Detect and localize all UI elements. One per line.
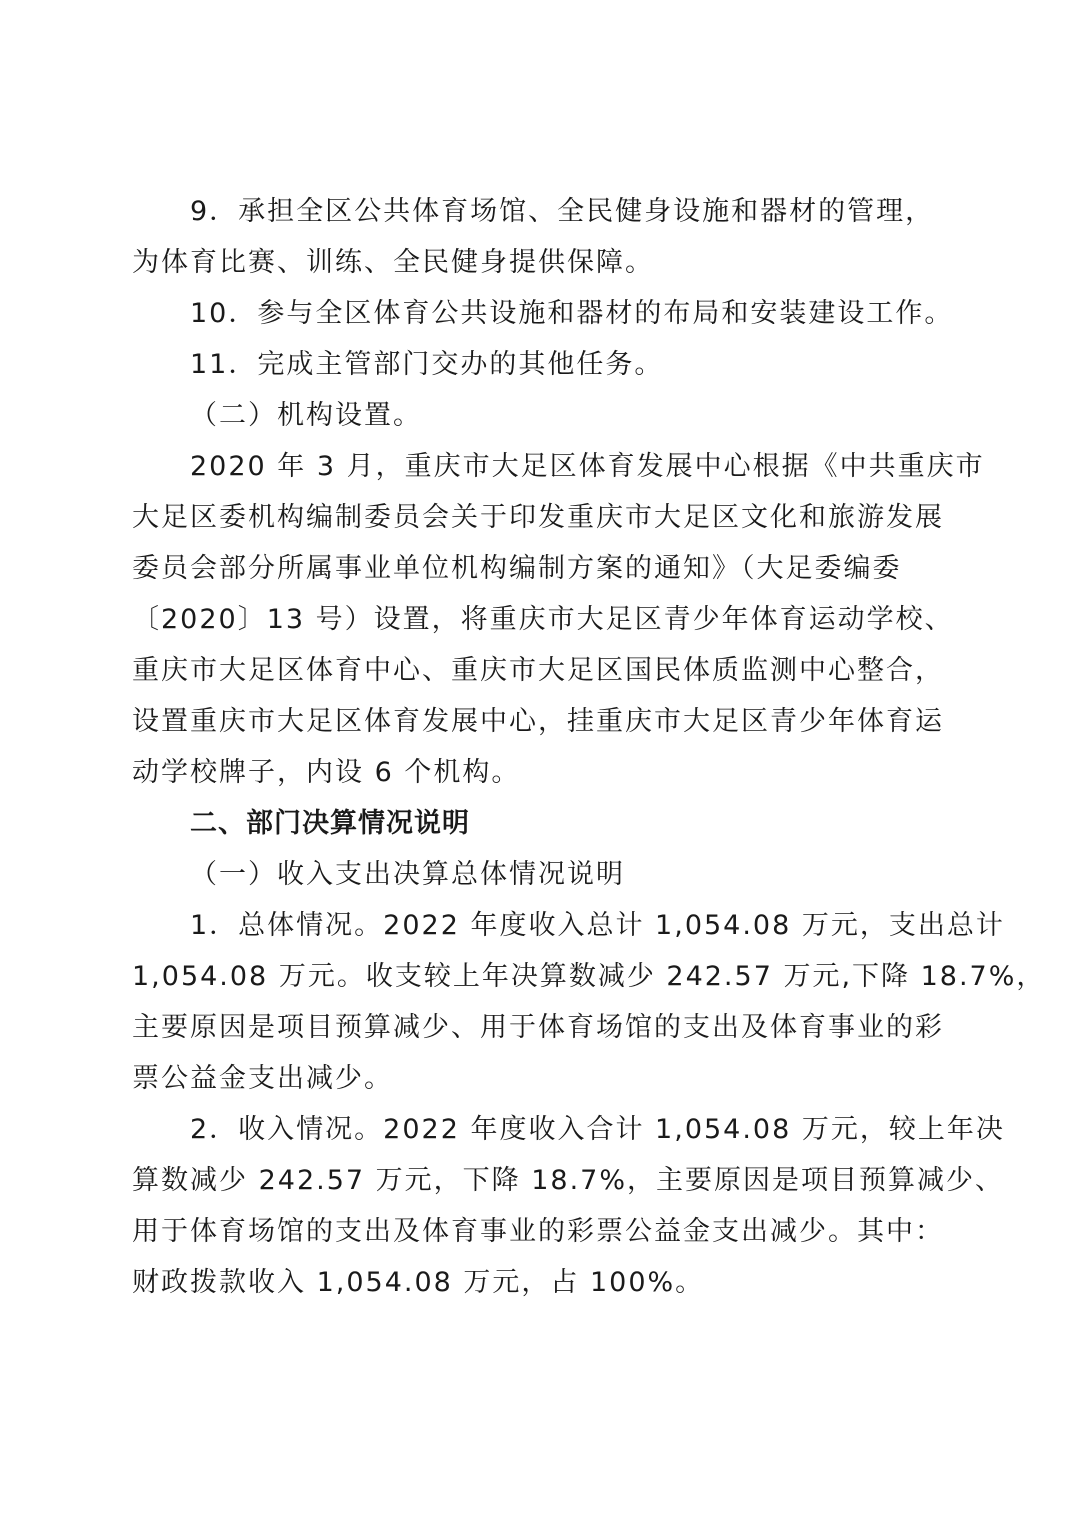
- paragraph-overall-line-3: 主要原因是项目预算减少、用于体育场馆的支出及体育事业的彩: [132, 1012, 944, 1043]
- paragraph-overall-line-4: 票公益金支出减少。: [132, 1063, 393, 1094]
- paragraph-item-10: 10．参与全区体育公共设施和器材的布局和安装建设工作。: [190, 298, 954, 329]
- paragraph-overall-line-2: 1,054.08 万元。收支较上年决算数减少 242.57 万元,下降 18.7%，: [132, 961, 1046, 992]
- paragraph-setup-line-3: 委员会部分所属事业单位机构编制方案的通知》（大足委编委: [132, 553, 902, 584]
- paragraph-setup-line-6: 设置重庆市大足区体育发展中心，挂重庆市大足区青少年体育运: [132, 706, 944, 737]
- paragraph-setup-line-7: 动学校牌子，内设 6 个机构。: [132, 757, 521, 788]
- paragraph-setup-line-2: 大足区委机构编制委员会关于印发重庆市大足区文化和旅游发展: [132, 502, 944, 533]
- paragraph-income-line-4: 财政拨款收入 1,054.08 万元，占 100%。: [132, 1267, 705, 1298]
- paragraph-setup-line-1: 2020 年 3 月，重庆市大足区体育发展中心根据《中共重庆市: [190, 451, 985, 482]
- paragraph-income-line-2: 算数减少 242.57 万元，下降 18.7%，主要原因是项目预算减少、: [132, 1165, 1004, 1196]
- paragraph-item-11: 11．完成主管部门交办的其他任务。: [190, 349, 664, 380]
- paragraph-setup-line-5: 重庆市大足区体育中心、重庆市大足区国民体质监测中心整合，: [132, 655, 944, 686]
- paragraph-income-line-1: 2．收入情况。2022 年度收入合计 1,054.08 万元，较上年决: [190, 1114, 1005, 1145]
- paragraph-income-line-3: 用于体育场馆的支出及体育事业的彩票公益金支出减少。其中：: [132, 1216, 944, 1247]
- subheading-income-expenditure-overview: （一）收入支出决算总体情况说明: [190, 859, 625, 890]
- paragraph-overall-line-1: 1．总体情况。2022 年度收入总计 1,054.08 万元，支出总计: [190, 910, 1005, 941]
- paragraph-item-9-line-2: 为体育比赛、训练、全民健身提供保障。: [132, 247, 654, 278]
- document-body: [132, 186, 1046, 1308]
- paragraph-setup-line-4: 〔2020〕13 号）设置，将重庆市大足区青少年体育运动学校、: [132, 604, 954, 635]
- subheading-institution-setup: （二）机构设置。: [190, 400, 422, 431]
- paragraph-item-9-line-1: 9．承担全区公共体育场馆、全民健身设施和器材的管理，: [190, 196, 935, 227]
- section-heading-final-accounts: 二、部门决算情况说明: [190, 808, 470, 839]
